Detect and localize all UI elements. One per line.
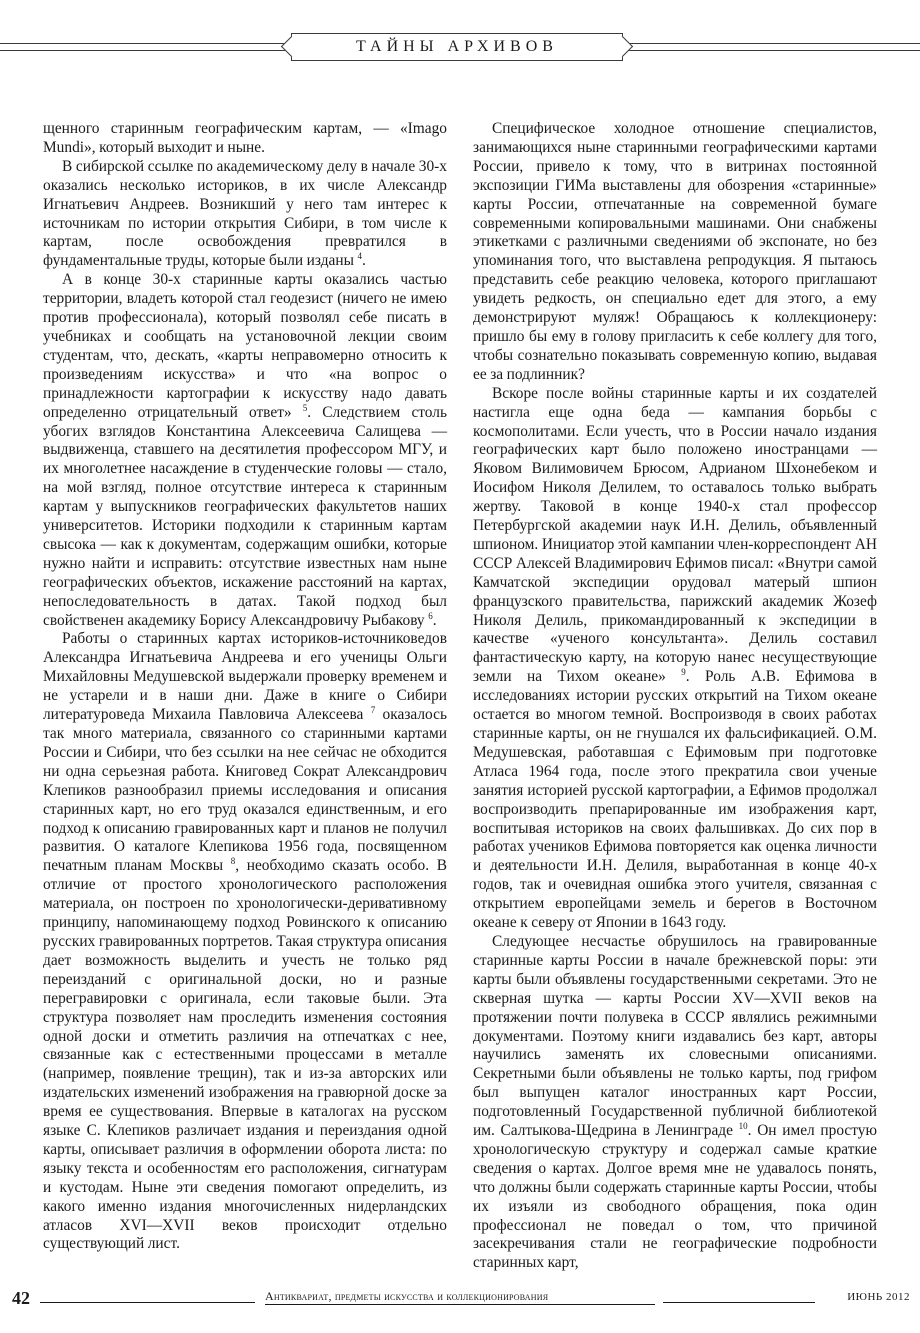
page-number: 42 bbox=[12, 1288, 30, 1308]
footnote-ref: 5 bbox=[302, 402, 308, 413]
footnote-ref: 4 bbox=[357, 251, 363, 262]
article-body bbox=[43, 120, 877, 1280]
footer-rule-left bbox=[40, 1302, 255, 1303]
paragraph: Специфическое холодное отношение специалистов, занимающихся ныне старинными географическими картами России, привело к тому, что в витринах постоянной экспозиции ГИМа выставлены для обозрения «старинные» карты России, отпечатанные на современной бумаге современными копировальными машинами. Они снабжены этикетками с различными сведениями об экспонате, но без упоминания того, что выставлена репродукция. Я пытаюсь представить себе реакцию человека, которого приглашают увидеть редкость, он специально едет для этого, а ему демонстрируют муляж! Обращаюсь к коллекционеру: пришло бы ему в голову пригласить к себе коллегу для того, чтобы сознательно показывать современную копию, выдавая ее за подлинник? bbox=[473, 120, 877, 383]
section-title: ТАЙНЫ АРХИВОВ bbox=[356, 38, 558, 55]
paragraph: Вскоре после войны старинные карты и их создателей настигла еще одна беда — кампания борьбы с космополитами. Если учесть, что в России начало издания географических карт было положено иностранцами — Яковом Вилимовичем Брюсом, Адрианом Шхонебеком и Иосифом Николя Делилем, то оставалось только выбрать жертву. Таковой в конце 1940-х стал профессор Петербургской академии наук И.Н. Делиль, объявленный шпионом. Инициатор этой кампании член-корреспондент АН СССР Алексей Владимирович Ефимов писал: «Внутри самой Камчатской экспедиции орудовал матерый шпион французского правительства, парижский академик Жозеф Николя Делиль, прикомандированный к экспедиции в качестве «ученого консультанта». Делиль составил фантастическую карту, на которую нанес несуществующие земли на Тихом океане» $^9$. Роль А.В. Ефимова в исследованиях истории русских открытий на Тихом океане остается во многом темной. Воспроизводя в своих работах старинные карты, он не гнушался их фальсификацией. О.М. Медушевская, работавшая с Ефимовым при подготовке Атласа 1964 года, после этого прекратила свои ученые занятия историей русской картографии, а Ефимов продолжал воспроизводить препарированные им изображения карт, воспитывая историков на своих фальшивках. До сих пор в работах учеников Ефимова повторяется как оценка личности и деятельности И.Н. Делиля, выработанная в конце 40-х годов, так и очевидная ошибка этого учителя, связанная с открытием европейцами земель и берегов в Восточном океане к северу от Японии в 1643 году. bbox=[473, 384, 877, 932]
footnote-ref: 9 bbox=[681, 667, 686, 678]
paragraph: Следующее несчастье обрушилось на гравированные старинные карты России в начале брежневской поры: эти карты были объявлены государственными секретами. Это не скверная шутка — карты России XV—XVII веков на протяжении почти полувека в СССР являлись режимными документами. Поэтому книги издавались без карт, авторы научились заменять их словесными описаниями. Секретными были объявлены не только карты, под грифом был выпущен каталог иностранных карт России, подготовленный Государственной публичной библиотекой им. Салтыкова-Щедрина в Ленинграде $^{10}$. Он имел простую хронологическую структуру и содержал самые краткие сведения о картах. Долгое время мне не удавалось понять, что должны были содержать старинные карты России, чтобы их изъяли из свободного обращения, пока один профессионал не поведал о том, что причиной засекречивания стали не географические подробности старинных карт, bbox=[473, 932, 877, 1272]
footer-rule-right bbox=[663, 1302, 815, 1303]
paragraph: В сибирской ссылке по академическому делу в начале 30-х оказались несколько историков, в их числе Александр Игнатьевич Андреев. Возникший у него там интерес к источникам по истории открытия Сибири, в том числе к картам, после освобождения превратился в фундаментальные труды, которые были изданы $^4$. bbox=[43, 157, 447, 270]
section-header bbox=[0, 33, 920, 61]
journal-title: Антиквариат, предметы искусства и коллекционирования bbox=[265, 1289, 655, 1305]
left-column bbox=[43, 120, 447, 1280]
footnote-ref: 7 bbox=[370, 704, 376, 715]
footnote-ref: 8 bbox=[230, 856, 236, 867]
issue-date: ИЮНЬ 2012 bbox=[847, 1291, 910, 1303]
paragraph: щенного старинным географическим картам, — «Imago Mundi», который выходит и ныне. bbox=[43, 120, 447, 156]
right-column bbox=[473, 120, 877, 1280]
paragraph: Работы о старинных картах историков-источниковедов Александра Игнатьевича Андреева и его ученицы Ольги Михайловны Медушевской выдержали проверку временем и не устарели и в наши дни. Даже в книге о Сибири литературоведа Михаила Павловича Алексеева $^7$ оказалось так много материала, связанного со старинными картами России и Сибири, что без ссылки на нее сейчас не обходится ни одна серьезная работа. Книговед Сократ Александрович Клепиков разнообразил приемы исследования и описания старинных карт, но его труд оказался единственным, и его подход к описанию гравированных карт и планов не получил развития. О каталоге Клепикова 1956 года, посвященном печатным планам Москвы $^8$, необходимо сказать особо. В отличие от простого хронологического расположения материала, он построен по хронологически-деривативному принципу, напоминающему подход Ровинского к описанию русских гравированных портретов. Такая структура описания дает возможность выделить и учесть не только ряд переизданий с оригинальной доски, но и разные перегравировки с оригинала, если таковые были. Эта структура позволяет нам проследить изменения состояния одной доски и отметить различия на отпечатках с нее, связанные как с естественными процессами в металле (например, появление трещин), так и из-за авторских или издательских изменений изображения на гравюрной доске за время ее существования. Впервые в каталогах на русском языке С. Клепиков различает издания и переиздания одной карты, описывает различия в оформлении оборота листа: по языку текста и особенностям его расположения, сигнатурам и кустодам. Ныне эти сведения помогают определить, из какого именно издания многочисленных нидерландских атласов XVI—XVII веков происходит отдельно существующий лист. bbox=[43, 630, 447, 1253]
paragraph: А в конце 30-х старинные карты оказались частью территории, владеть которой стал геодезист (ничего не имею против профессионала), который позволял себе писать в учебниках и сообщать на установочной лекции своим студентам, что, дескать, «карты неправомерно относить к произведениям искусства» и что «на вопрос о принадлежности картографии к искусству надо давать определенно отрицательный ответ» $^5$. Следствием столь убогих взглядов Константина Алексеевича Салищева — выдвиженца, ставшего на десятилетия профессором МГУ, и их многолетнее насаждение в студенческие головы — стало, на мой взгляд, полное отсутствие интереса к старинным картам у выпускников географических факультетов наших университетов. Историки подходили к старинным картам свысока — как к документам, содержащим ошибки, которые нужно найти и исправить: отсутствие известных нам ныне географических объектов, искажение расстояний на картах, непоследовательность в датах. Такой подход был свойственен академику Борису Александровичу Рыбакову $^6$. bbox=[43, 271, 447, 629]
footnote-ref: 6 bbox=[428, 610, 433, 621]
section-title-box bbox=[291, 33, 623, 61]
footnote-ref: 10 bbox=[738, 1120, 748, 1131]
